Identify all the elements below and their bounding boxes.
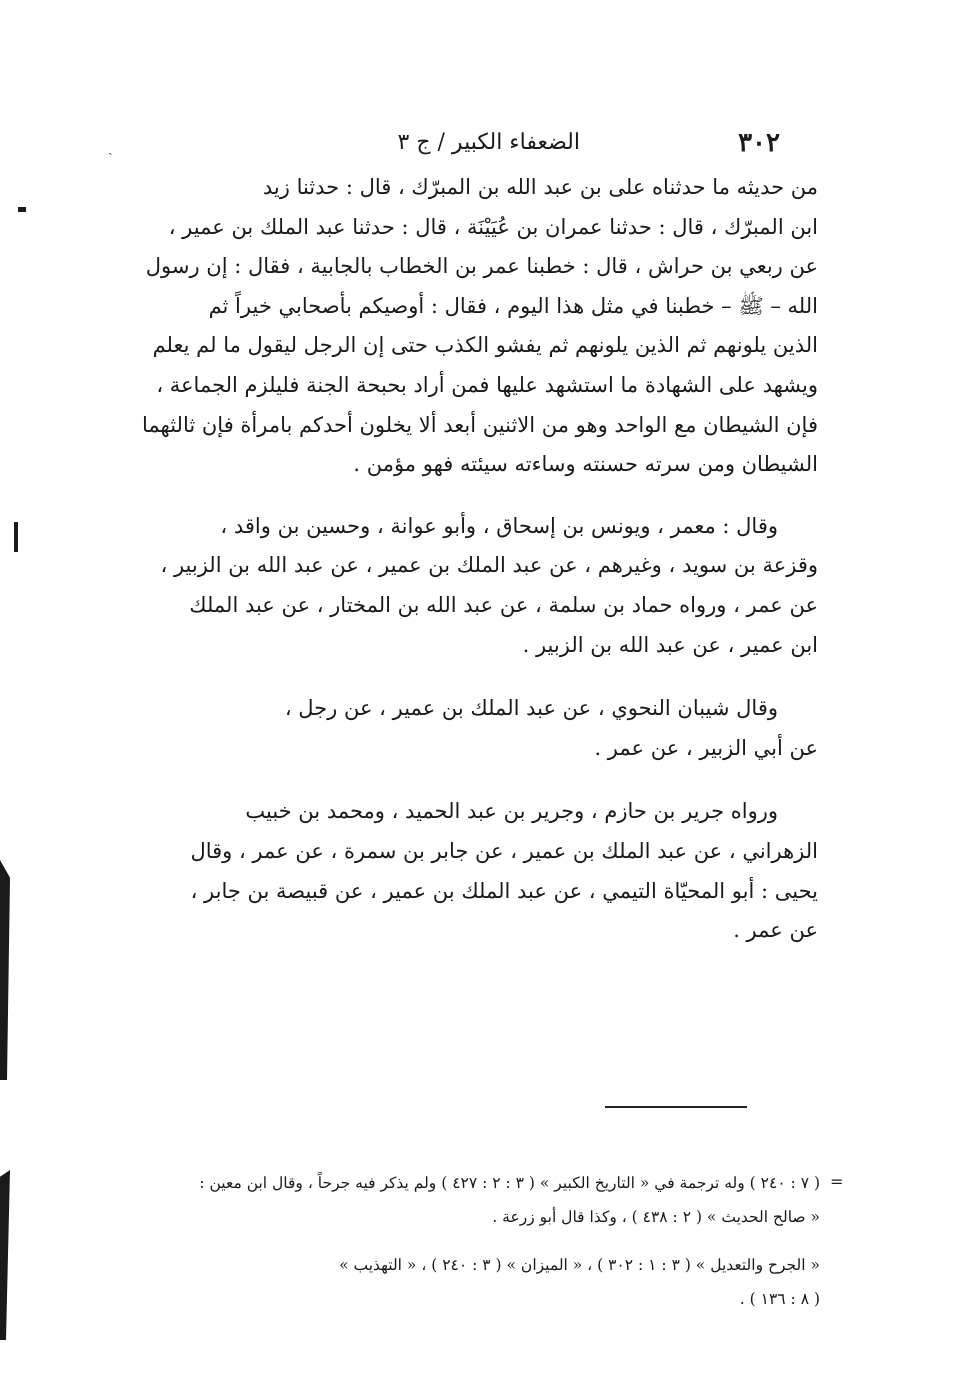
page-header [120,128,820,164]
text-line: من حديثه ما حدثناه على بن عبد الله بن المبرّك ، قال : حدثنا زيد [262,175,818,199]
scan-mark-bottom [0,1170,10,1340]
footnote-line: « الجرح والتعديل » ( ٣ : ١ : ٣٠٢ ) ، « الميزان » ( ٣ : ٢٤٠ ) ، « التهذيب » [339,1256,820,1274]
text-line: عن عمر ، ورواه حماد بن سلمة ، عن عبد الله بن المختار ، عن عبد الملك [189,592,818,617]
footnote-continuation-mark: = [830,1172,844,1191]
text-line: الزهراني ، عن عبد الملك بن عمير ، عن جابر بن سمرة ، عن عمر ، وقال [190,838,818,863]
text-line: عن أبي الزبير ، عن عمر . [594,735,818,760]
scan-mark-lower [0,860,10,1080]
footnotes [120,1166,820,1316]
main-text [122,168,818,951]
paragraph-3 [122,689,818,768]
text-line: ورواه جرير بن حازم ، وجرير بن عبد الحميد ، ومحمد بن خبيب [245,799,778,824]
scan-tick: ˏ [108,140,113,156]
text-line: ابن عمير ، عن عبد الله بن الزبير . [522,632,818,657]
paragraph-1 [122,168,818,485]
text-line: عن عمر . [733,918,818,943]
paragraph-2 [122,507,818,665]
running-title: الضعفاء الكبير / ج ٣ [397,130,580,155]
text-line: وقزعة بن سويد ، وغيرهم ، عن عبد الملك بن عمير ، عن عبد الله بن الزبير ، [160,553,818,578]
text-line: عن ربعي بن حراش ، قال : خطبنا عمر بن الخطاب بالجابية ، فقال : إن رسول [145,254,818,279]
scan-mark-top [18,207,26,212]
footnote-gap [120,1234,820,1248]
footnote-separator [605,1106,747,1108]
paragraph-4 [122,792,818,950]
text-line: يحيى : أبو المحيّاة التيمي ، عن عبد الملك بن عمير ، عن قبيصة بن جابر ، [190,878,818,903]
footnote-line: ( ٨ : ١٣٦ ) . [739,1290,820,1308]
page-number: ٣٠٢ [738,128,780,158]
text-line: ويشهد على الشهادة ما استشهد عليها فمن أراد بحبحة الجنة فليلزم الجماعة ، [156,372,818,397]
text-line: الذين يلونهم ثم الذين يلونهم ثم يفشو الكذب حتى إن الرجل ليقول ما لم يعلم [152,333,818,358]
footnote-line: ( ٧ : ٢٤٠ ) وله ترجمة في « التاريخ الكبير » ( ٣ : ٢ : ٤٢٧ ) ولم يذكر فيه جرحاً ، وقال ابن معين : [199,1174,820,1192]
scan-mark-middle [14,522,18,552]
text-line: ابن المبرّك ، قال : حدثنا عمران بن عُيَيْنَة ، قال : حدثنا عبد الملك بن عمير ، [168,214,818,239]
text-line: الشيطان ومن سرته حسنته وساءته سيئته فهو مؤمن . [353,452,818,477]
text-line: فإن الشيطان مع الواحد وهو من الاثنين أبعد ألا يخلون أحدكم بامرأة فإن ثالثهما [142,412,818,437]
text-line: وقال : معمر ، ويونس بن إسحاق ، وأبو عوانة ، وحسين بن واقد ، [220,513,778,538]
text-line: وقال شيبان النحوي ، عن عبد الملك بن عمير ، عن رجل ، [284,696,778,721]
text-line: الله – ﷺ – خطبنا في مثل هذا اليوم ، فقال : أوصيكم بأصحابي خيراً ثم [208,293,818,318]
footnote-line: « صالح الحديث » ( ٢ : ٤٣٨ ) ، وكذا قال أبو زرعة . [492,1208,820,1226]
